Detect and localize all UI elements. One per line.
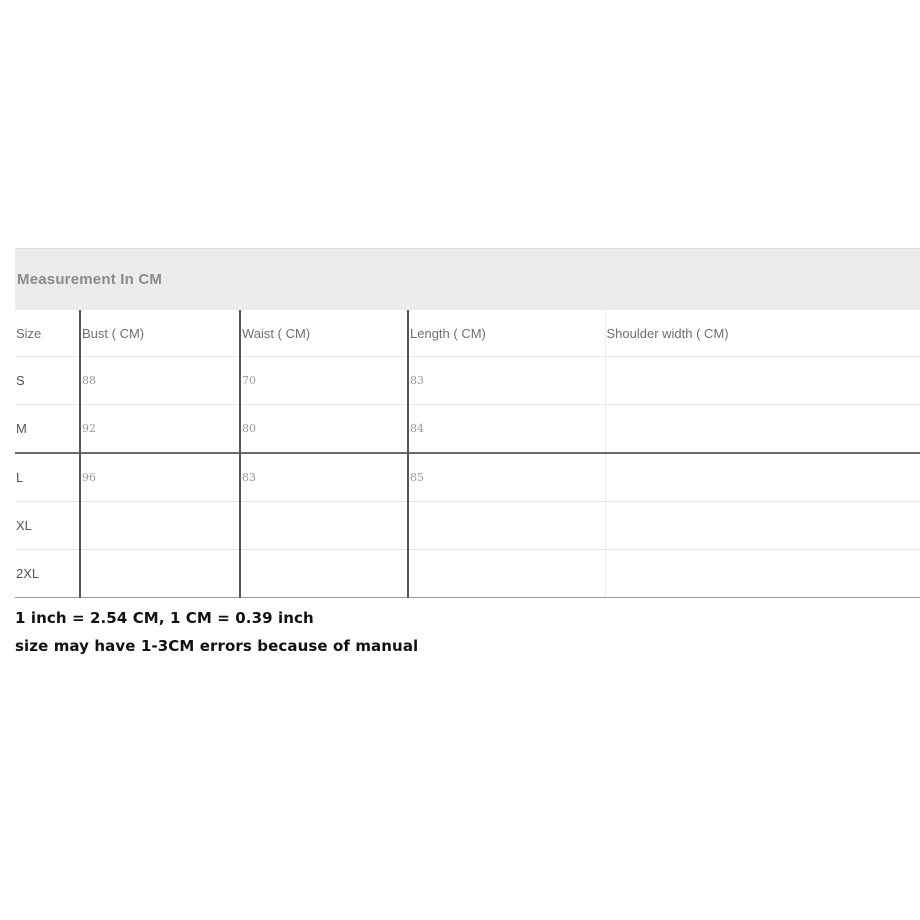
cell-size: L [15, 453, 80, 502]
cell-length [408, 550, 605, 598]
measurement-panel [15, 248, 920, 598]
cell-bust [80, 502, 240, 550]
cell-bust [80, 550, 240, 598]
table-row [15, 502, 920, 550]
table-header-row [15, 310, 920, 357]
cell-bust: 96 [80, 453, 240, 502]
table-row [15, 405, 920, 454]
header-length: Length ( CM) [408, 310, 605, 357]
cell-size: M [15, 405, 80, 454]
table-row [15, 453, 920, 502]
cell-length: 83 [408, 357, 605, 405]
cell-length [408, 502, 605, 550]
table-title: Measurement In CM [17, 271, 163, 288]
cell-waist: 83 [240, 453, 408, 502]
conversion-note: 1 inch = 2.54 CM, 1 CM = 0.39 inch [15, 609, 314, 627]
table-row [15, 550, 920, 598]
header-size: Size [15, 310, 80, 357]
cell-size: 2XL [15, 550, 80, 598]
cell-waist [240, 502, 408, 550]
cell-size: S [15, 357, 80, 405]
header-shoulder-width: Shoulder width ( CM) [605, 310, 920, 357]
cell-bust: 88 [80, 357, 240, 405]
cell-length: 85 [408, 453, 605, 502]
cell-shoulder-width [605, 502, 920, 550]
size-chart-table [15, 310, 920, 598]
cell-waist: 80 [240, 405, 408, 454]
header-waist: Waist ( CM) [240, 310, 408, 357]
cell-length: 84 [408, 405, 605, 454]
cell-shoulder-width [605, 453, 920, 502]
table-title-bar [15, 248, 920, 310]
cell-waist: 70 [240, 357, 408, 405]
cell-shoulder-width [605, 550, 920, 598]
cell-bust: 92 [80, 405, 240, 454]
table-row [15, 357, 920, 405]
error-disclaimer-note: size may have 1-3CM errors because of manual [15, 637, 419, 655]
cell-waist [240, 550, 408, 598]
cell-size: XL [15, 502, 80, 550]
cell-shoulder-width [605, 405, 920, 454]
cell-shoulder-width [605, 357, 920, 405]
size-notes [15, 604, 418, 660]
header-bust: Bust ( CM) [80, 310, 240, 357]
